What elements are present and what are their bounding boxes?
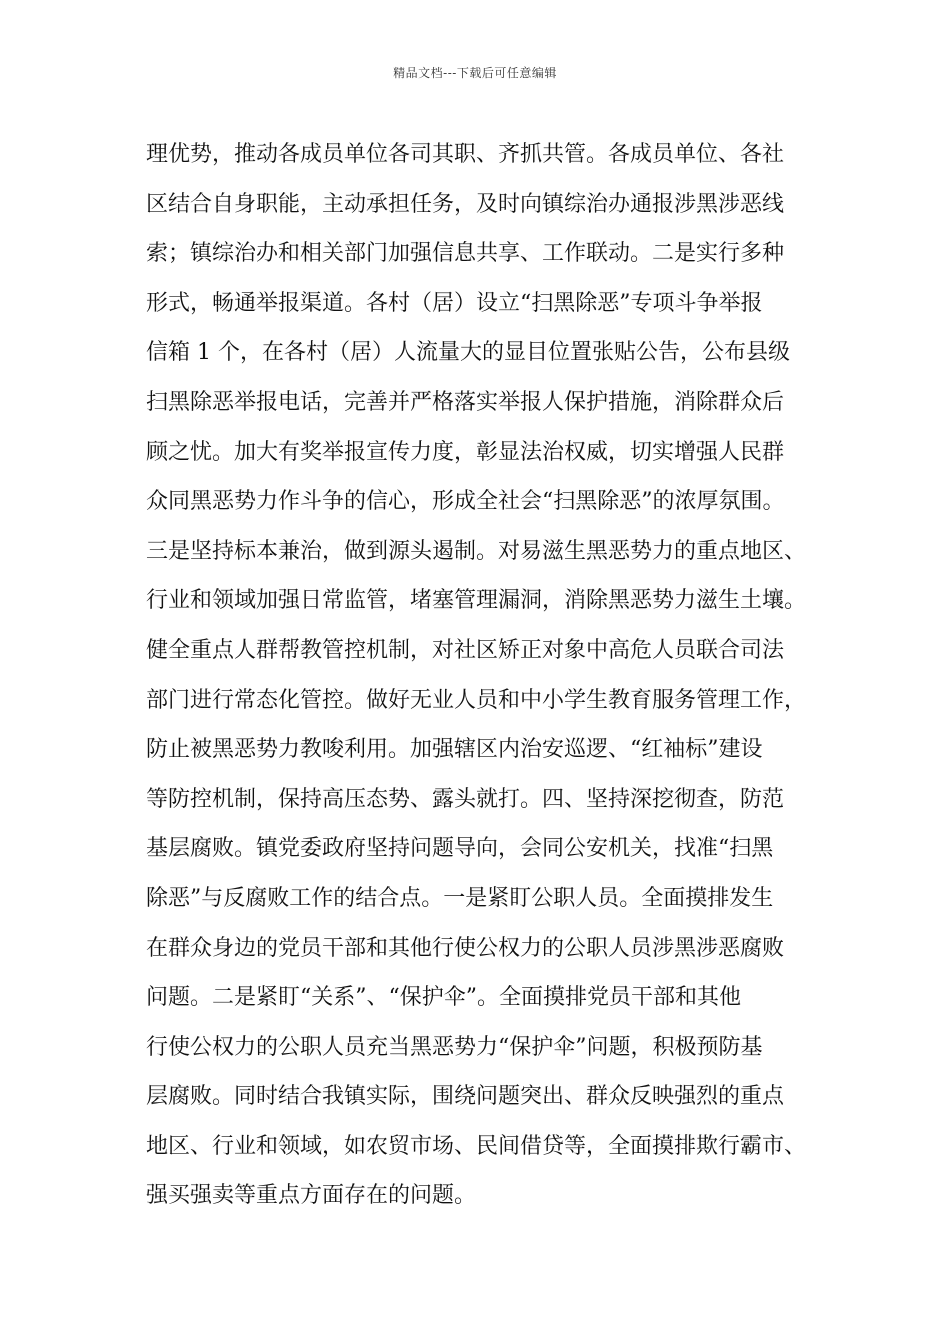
text-line: 众同黑恶势力作斗争的信心，形成全社会“扫黑除恶”的浓厚氛围。 <box>146 489 785 515</box>
text-line: 索；镇综治办和相关部门加强信息共享、工作联动。二是实行多种 <box>146 241 785 267</box>
text-line: 部门进行常态化管控。做好无业人员和中小学生教育服务管理工作， <box>146 687 807 713</box>
text-line: 防止被黑恶势力教唆利用。加强辖区内治安巡逻、“红袖标”建设 <box>146 737 763 763</box>
text-line: 区结合自身职能，主动承担任务，及时向镇综治办通报涉黑涉恶线 <box>146 191 785 217</box>
text-line: 基层腐败。镇党委政府坚持问题导向，会同公安机关，找准“扫黑 <box>146 836 774 862</box>
page-header: 精品文档---下载后可任意编辑 <box>393 66 557 80</box>
text-line: 行业和领域加强日常监管，堵塞管理漏洞，消除黑恶势力滋生土壤。 <box>146 588 807 614</box>
text-line: 三是坚持标本兼治，做到源头遏制。对易滋生黑恶势力的重点地区、 <box>146 538 807 564</box>
text-line: 理优势，推动各成员单位各司其职、齐抓共管。各成员单位、各社 <box>146 142 785 167</box>
text-line: 行使公权力的公职人员充当黑恶势力“保护伞”问题，积极预防基 <box>146 1034 763 1060</box>
text-line: 在群众身边的党员干部和其他行使公权力的公职人员涉黑涉恶腐败 <box>146 935 785 961</box>
text-line: 问题。二是紧盯“关系”、“保护伞”。全面摸排党员干部和其他 <box>146 985 741 1011</box>
text-line: 等防控机制，保持高压态势、露头就打。四、坚持深挖彻查，防范 <box>146 786 785 812</box>
body-paragraph <box>146 130 826 1221</box>
text-line: 地区、行业和领域，如农贸市场、民间借贷等，全面摸排欺行霸市、 <box>146 1133 807 1159</box>
text-line: 顾之忧。加大有奖举报宣传力度，彰显法治权威，切实增强人民群 <box>146 439 785 465</box>
text-line: 强买强卖等重点方面存在的问题。 <box>146 1183 477 1209</box>
text-line: 信箱 1 个，在各村（居）人流量大的显目位置张贴公告，公布县级 <box>146 340 790 366</box>
text-line: 形式，畅通举报渠道。各村（居）设立“扫黑除恶”专项斗争举报 <box>146 290 763 316</box>
text-line: 扫黑除恶举报电话，完善并严格落实举报人保护措施，消除群众后 <box>146 389 785 415</box>
text-line: 除恶”与反腐败工作的结合点。一是紧盯公职人员。全面摸排发生 <box>146 885 774 911</box>
text-line: 健全重点人群帮教管控机制，对社区矫正对象中高危人员联合司法 <box>146 637 785 663</box>
text-line: 层腐败。同时结合我镇实际，围绕问题突出、群众反映强烈的重点 <box>146 1084 785 1110</box>
